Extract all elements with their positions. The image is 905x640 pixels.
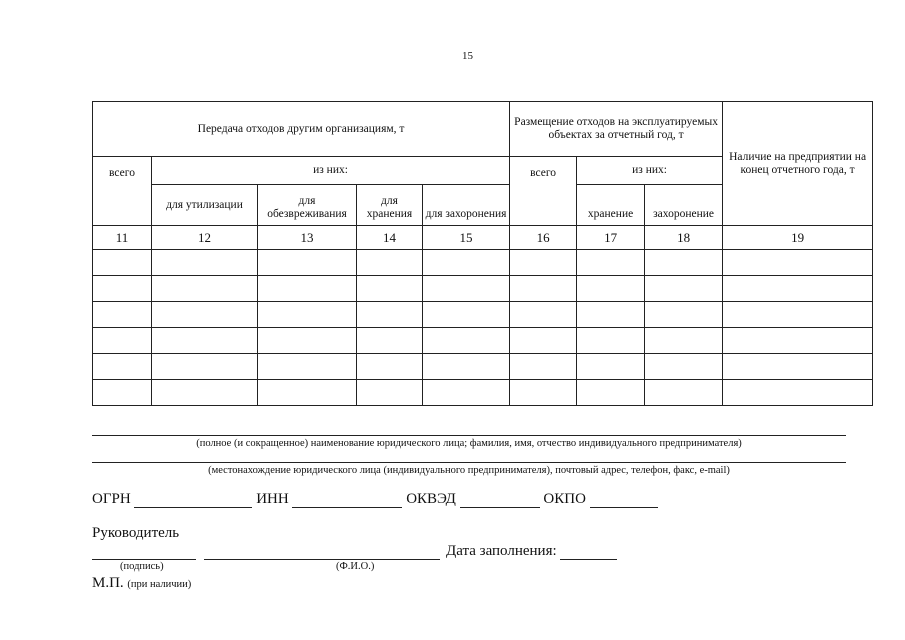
column-number-row xyxy=(93,226,873,250)
neutralization-header: для обезвреживания xyxy=(258,185,357,226)
table-cell[interactable] xyxy=(258,276,357,302)
table-cell[interactable] xyxy=(577,302,645,328)
table-cell[interactable] xyxy=(645,354,723,380)
burial-header: захоронение xyxy=(645,185,723,226)
table-cell[interactable] xyxy=(423,328,510,354)
table-cell[interactable] xyxy=(423,250,510,276)
waste-report-table xyxy=(92,101,873,406)
table-cell[interactable] xyxy=(258,250,357,276)
head-label: Руководитель xyxy=(92,525,180,541)
transfer-header: Передача отходов другим организациям, т xyxy=(93,102,510,157)
table-cell[interactable] xyxy=(152,354,258,380)
column-number: 11 xyxy=(93,226,152,250)
okpo-field[interactable] xyxy=(590,491,658,508)
table-cell[interactable] xyxy=(357,380,423,406)
signature-line[interactable] xyxy=(92,559,196,560)
table-row xyxy=(93,380,873,406)
storage-for-header: для хранения xyxy=(357,185,423,226)
table-cell[interactable] xyxy=(93,354,152,380)
ogrn-field[interactable] xyxy=(134,491,252,508)
okved-field[interactable] xyxy=(460,491,540,508)
table-cell[interactable] xyxy=(577,354,645,380)
table-row xyxy=(93,302,873,328)
inn-label: ИНН xyxy=(256,491,289,507)
page-number: 15 xyxy=(462,50,473,62)
full-name-line[interactable] xyxy=(204,559,440,560)
table-cell[interactable] xyxy=(723,328,873,354)
table-cell[interactable] xyxy=(152,380,258,406)
storage-header: хранение xyxy=(577,185,645,226)
table-cell[interactable] xyxy=(423,354,510,380)
table-cell[interactable] xyxy=(510,354,577,380)
column-number: 12 xyxy=(152,226,258,250)
table-cell[interactable] xyxy=(645,380,723,406)
table-cell[interactable] xyxy=(645,302,723,328)
table-cell[interactable] xyxy=(723,302,873,328)
total-placement-header: всего xyxy=(510,157,577,226)
table-cell[interactable] xyxy=(577,276,645,302)
column-number: 17 xyxy=(577,226,645,250)
table-cell[interactable] xyxy=(577,380,645,406)
utilization-header: для утилизации xyxy=(152,185,258,226)
table-cell[interactable] xyxy=(93,302,152,328)
table-cell[interactable] xyxy=(357,302,423,328)
table-cell[interactable] xyxy=(577,328,645,354)
table-cell[interactable] xyxy=(258,302,357,328)
table-row xyxy=(93,250,873,276)
table-cell[interactable] xyxy=(510,302,577,328)
table-cell[interactable] xyxy=(423,302,510,328)
legal-name-line[interactable] xyxy=(92,435,846,436)
fill-date-label: Дата заполнения: xyxy=(446,543,557,559)
table-row xyxy=(93,328,873,354)
table-cell[interactable] xyxy=(723,380,873,406)
table-cell[interactable] xyxy=(577,250,645,276)
table-cell[interactable] xyxy=(152,328,258,354)
stamp-place xyxy=(92,575,191,592)
inn-field[interactable] xyxy=(292,491,402,508)
table-row xyxy=(93,354,873,380)
column-number: 15 xyxy=(423,226,510,250)
table-cell[interactable] xyxy=(93,328,152,354)
stamp-note: (при наличии) xyxy=(127,579,192,590)
table-cell[interactable] xyxy=(357,250,423,276)
column-number: 19 xyxy=(723,226,873,250)
fill-date xyxy=(446,543,617,560)
table-cell[interactable] xyxy=(357,354,423,380)
table-cell[interactable] xyxy=(510,328,577,354)
column-number: 13 xyxy=(258,226,357,250)
table-cell[interactable] xyxy=(723,250,873,276)
table-cell[interactable] xyxy=(258,354,357,380)
table-cell[interactable] xyxy=(152,302,258,328)
ogrn-label: ОГРН xyxy=(92,491,131,507)
column-number: 18 xyxy=(645,226,723,250)
of-them-transfer-header: из них: xyxy=(152,157,510,185)
table-row xyxy=(93,276,873,302)
table-cell[interactable] xyxy=(423,276,510,302)
table-cell[interactable] xyxy=(258,380,357,406)
table-cell[interactable] xyxy=(357,276,423,302)
table-cell[interactable] xyxy=(357,328,423,354)
table-cell[interactable] xyxy=(423,380,510,406)
legal-name-caption: (полное (и сокращенное) наименование юридического лица; фамилия, имя, отчество индивидуального предпринимателя) xyxy=(196,438,742,449)
table-cell[interactable] xyxy=(723,354,873,380)
signature-caption: (подпись) xyxy=(120,561,164,572)
table-cell[interactable] xyxy=(645,250,723,276)
of-them-placement-header: из них: xyxy=(577,157,723,185)
table-cell[interactable] xyxy=(93,276,152,302)
okpo-label: ОКПО xyxy=(543,491,586,507)
table-cell[interactable] xyxy=(645,276,723,302)
placement-header: Размещение отходов на эксплуатируемых объектах за отчетный год, т xyxy=(510,102,723,157)
okved-label: ОКВЭД xyxy=(406,491,456,507)
table-cell[interactable] xyxy=(723,276,873,302)
registration-codes xyxy=(92,491,658,508)
stamp-label: М.П. xyxy=(92,575,124,591)
table-cell[interactable] xyxy=(510,250,577,276)
burial-for-header: для захоронения xyxy=(423,185,510,226)
table-cell[interactable] xyxy=(93,250,152,276)
fill-date-field[interactable] xyxy=(560,544,617,560)
table-cell[interactable] xyxy=(645,328,723,354)
full-name-caption: (Ф.И.О.) xyxy=(336,561,375,572)
end-of-year-header: Наличие на предприятии на конец отчетного года, т xyxy=(723,102,873,226)
table-cell[interactable] xyxy=(152,276,258,302)
column-number: 16 xyxy=(510,226,577,250)
table-cell[interactable] xyxy=(510,380,577,406)
total-transfer-header: всего xyxy=(93,157,152,226)
address-line[interactable] xyxy=(92,462,846,463)
address-caption: (местонахождение юридического лица (индивидуального предпринимателя), почтовый адрес, телефон, факс, e-mail) xyxy=(208,465,730,476)
column-number: 14 xyxy=(357,226,423,250)
table-cell[interactable] xyxy=(152,250,258,276)
table-cell[interactable] xyxy=(93,380,152,406)
table-cell[interactable] xyxy=(258,328,357,354)
table-cell[interactable] xyxy=(510,276,577,302)
